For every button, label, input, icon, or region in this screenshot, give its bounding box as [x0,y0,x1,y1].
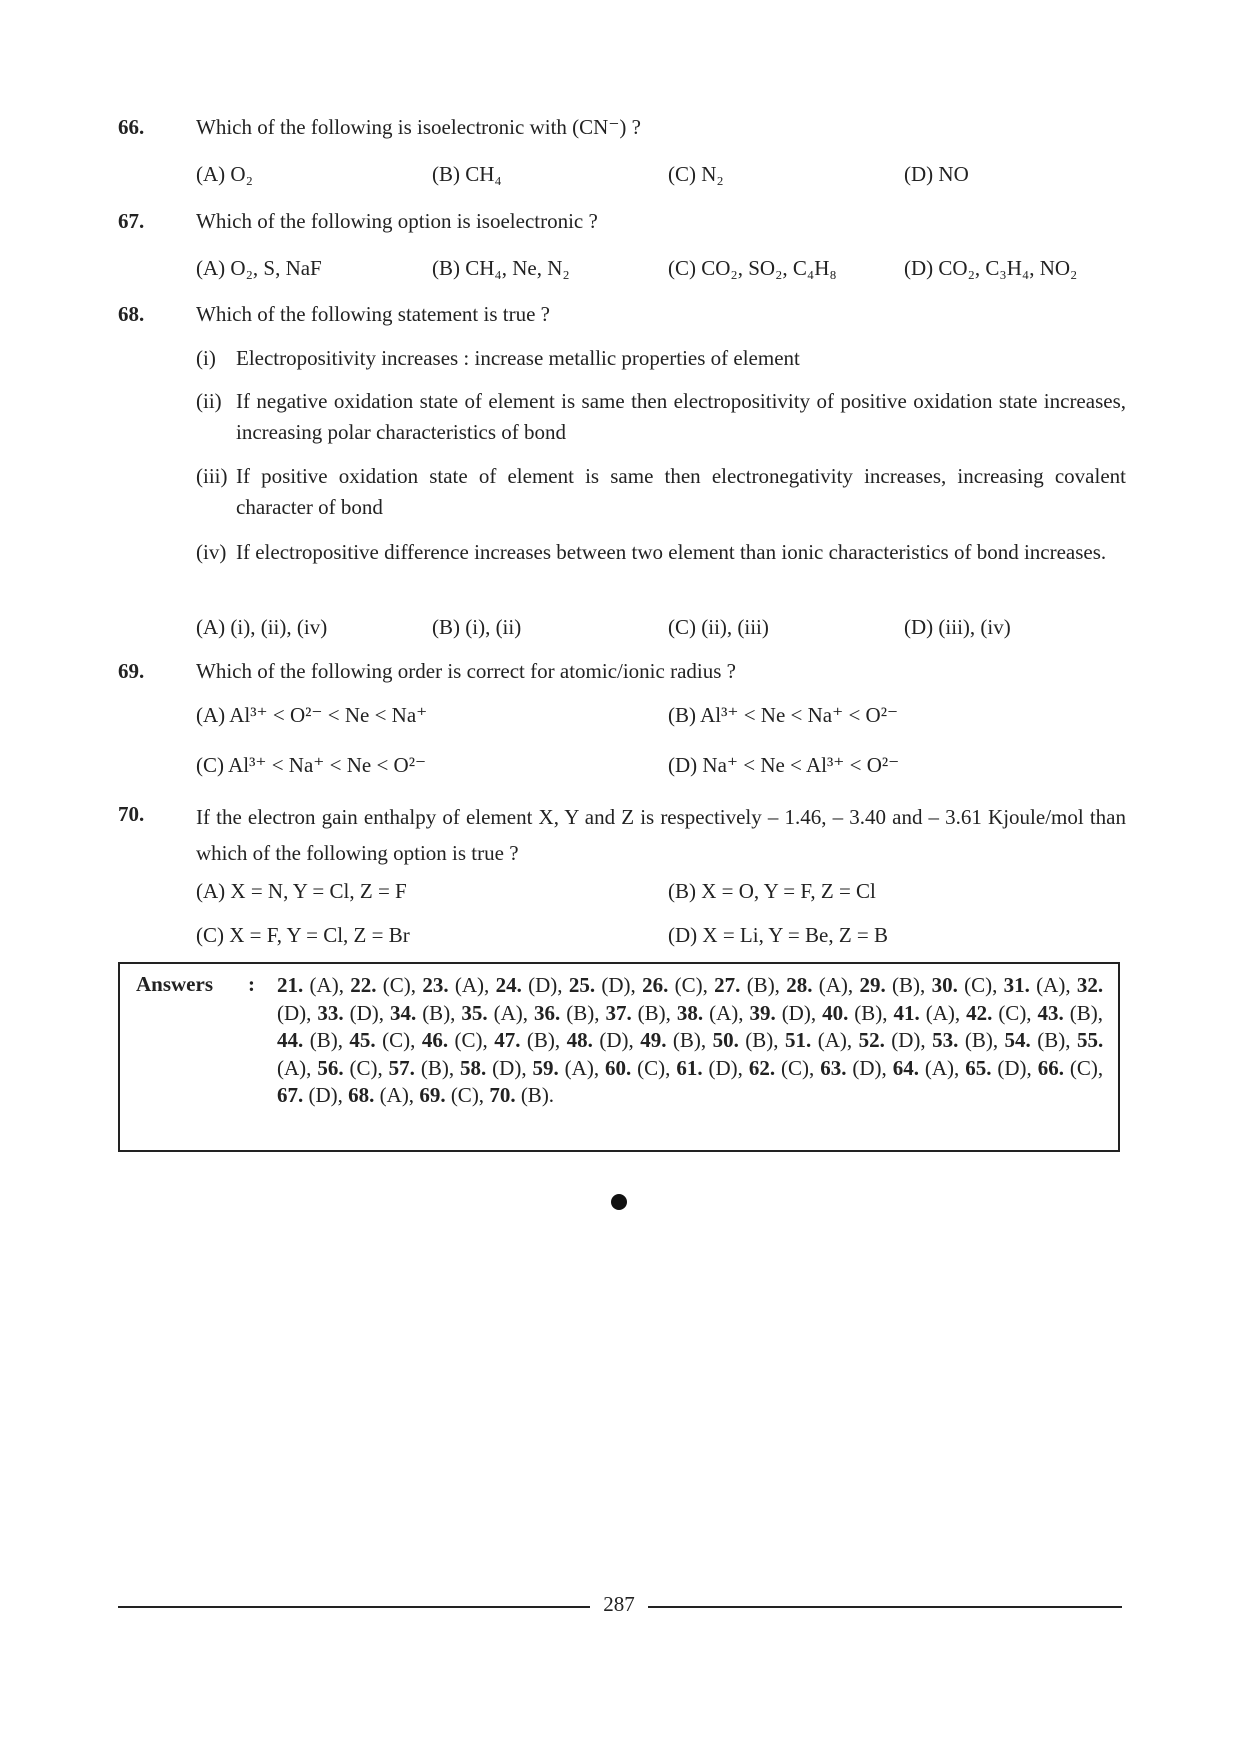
statement-label: (ii) [196,389,222,413]
answers-box [118,962,1120,1152]
answer-item [785,1028,852,1052]
option-d: (D) NO [904,162,969,186]
answer-value: (B), [303,1028,343,1052]
answer-number: 34. [389,1000,417,1025]
answer-number: 23. [422,973,449,997]
answer-value: (C), [376,973,417,997]
option-a: (A) O₂, S, NaF [196,256,322,280]
answer-item [677,1001,744,1025]
answer-number: 64. [892,1055,919,1080]
answer-item [932,973,998,997]
answer-number: 35. [461,1000,488,1025]
answer-item [713,1028,779,1052]
answer-item [422,973,489,997]
answer-item [932,1028,998,1052]
answer-value: (C), [992,1000,1032,1025]
answer-value: (A), [487,1000,529,1025]
answer-value: (D), [303,1083,343,1107]
question-number: 66. [118,115,145,139]
answer-number: 55. [1076,1028,1104,1052]
option-b: (B) (i), (ii) [432,615,522,639]
answer-item [422,1028,488,1052]
answer-item [349,1028,415,1052]
statement-text: If electropositive difference increases between two element than ionic characteristics of bond increases. [236,540,1107,564]
end-bullet [611,1194,627,1210]
answer-item [569,973,636,997]
answer-item [277,973,344,997]
answer-item [859,1028,926,1052]
answer-value: (B), [520,1028,561,1052]
statement-text: If negative oxidation state of element is same then electropositivity of positive oxidation state increases, increasing polar characteristics of bond [236,389,1126,444]
option-a: (A) X = N, Y = Cl, Z = F [196,879,407,903]
answer-value: (B). [515,1083,555,1107]
answer-number: 33. [317,1000,344,1025]
question-text: If the electron gain enthalpy of element X, Y and Z is respectively – 1.46, – 3.40 and – 3.61 Kjoule/mol than which of the following option is true ? [196,805,1126,865]
answer-value: (C), [448,1028,488,1052]
answer-value: (D), [702,1055,743,1080]
answer-item [893,1056,960,1080]
answer-number: 36. [534,1000,561,1025]
answer-item [965,1056,1032,1080]
answer-number: 32. [1076,973,1104,997]
option-b: (B) Al³⁺ < Ne < Na⁺ < O²⁻ [668,703,899,727]
option-c: (C) CO₂, SO₂, C₄H₈ [668,256,837,280]
options-66 [196,162,1136,194]
answer-number: 28. [786,973,813,997]
answer-number: 59. [532,1055,559,1080]
answer-value: (B), [848,1000,888,1025]
statement-label: (iv) [196,540,227,564]
options-70-row1 [196,879,1136,911]
option-b: (B) X = O, Y = F, Z = Cl [668,879,876,903]
answer-number: 70. [489,1083,516,1107]
answer-number: 27. [714,973,741,997]
statement-text: If positive oxidation state of element is same then electronegativity increases, increasing covalent character of bond [236,464,1126,519]
answer-value: (B), [738,1028,779,1052]
answer-item [348,1083,414,1107]
option-d: (D) Na⁺ < Ne < Al³⁺ < O²⁻ [668,753,900,777]
answer-value: (D), [343,1000,384,1025]
answer-item [350,973,416,997]
options-68 [196,615,1136,647]
answer-value: (C), [1063,1055,1104,1080]
answer-item [390,1001,455,1025]
option-c: (C) (ii), (iii) [668,615,769,639]
answer-value: (B), [885,973,926,997]
answer-value: (A), [811,1028,853,1052]
answer-number: 62. [748,1055,776,1080]
answer-number: 61. [676,1055,703,1080]
answer-item [605,1056,670,1080]
option-c: (C) N₂ [668,162,724,186]
option-a: (A) O₂ [196,162,253,186]
answer-number: 69. [419,1083,446,1107]
answer-number: 40. [822,1000,849,1025]
option-d: (D) X = Li, Y = Be, Z = B [668,923,889,947]
page-number: 287 [603,1592,635,1616]
answer-value: (A), [919,1000,961,1025]
answer-number: 41. [893,1000,920,1025]
option-d: (D) (iii), (iv) [904,615,1011,639]
answer-value: (A), [918,1055,960,1080]
answer-number: 25. [568,973,596,997]
answer-item [859,973,925,997]
answer-item [749,1001,816,1025]
answer-value: (A), [277,1055,312,1080]
answer-value: (A), [448,973,490,997]
answer-item [786,973,853,997]
answer-value: (D), [991,1055,1032,1080]
answer-item [389,1056,454,1080]
answer-item [966,1001,1031,1025]
option-d: (D) CO₂, C₃H₄, NO₂ [904,256,1078,280]
answer-number: 60. [605,1055,632,1080]
answer-item [460,1056,527,1080]
question-number: 67. [118,209,145,233]
statement-text: Electropositivity increases : increase metallic properties of element [236,346,800,370]
answer-value: (B), [416,1000,456,1025]
question-text: Which of the following statement is true ? [196,302,550,326]
question-text: Which of the following option is isoelectronic ? [196,209,598,233]
answer-value: (A), [812,973,854,997]
answer-item [277,1083,343,1107]
answer-number: 42. [966,1000,993,1025]
answer-value: (D), [486,1055,527,1080]
answer-number: 54. [1004,1028,1031,1052]
answer-item [1038,1001,1103,1025]
answer-item [496,973,563,997]
answer-item [676,1056,743,1080]
answer-number: 21. [277,973,304,997]
answer-value: (D), [884,1028,926,1052]
answer-value: (C), [343,1055,383,1080]
answer-value: (A), [374,1083,415,1107]
answer-item [533,1056,600,1080]
answer-value: (D), [277,1000,312,1025]
answer-item [1038,1056,1103,1080]
answer-value: (C), [775,1055,815,1080]
answer-value: (B), [958,1028,999,1052]
answer-item [894,1001,961,1025]
answer-number: 63. [820,1055,847,1080]
answer-value: (C), [668,973,708,997]
answers-list [277,972,1103,1110]
answer-number: 53. [932,1028,959,1052]
answer-value: (D), [846,1055,887,1080]
answer-number: 68. [348,1083,375,1107]
answer-number: 44. [277,1028,304,1052]
option-b: (B) CH₄, Ne, N₂ [432,256,570,280]
answer-item [1005,1028,1071,1052]
footer-rule-right [648,1606,1122,1608]
answer-value: (D), [595,973,636,997]
answer-item [317,1001,384,1025]
option-c: (C) Al³⁺ < Na⁺ < Ne < O²⁻ [196,753,427,777]
answer-value: (C), [957,973,998,997]
answer-item [494,1028,560,1052]
answer-number: 50. [712,1028,739,1052]
answer-value: (B), [414,1055,455,1080]
answer-item [822,1001,887,1025]
answer-item [642,973,708,997]
answers-label: Answers [136,972,213,996]
answer-number: 57. [388,1055,415,1080]
answer-number: 24. [495,973,522,997]
answer-number: 39. [749,1000,776,1025]
answer-number: 67. [277,1083,304,1107]
answer-value: (A), [703,1000,744,1025]
answer-value: (A), [303,973,344,997]
answer-item [1004,973,1071,997]
options-69-row2 [196,753,1136,785]
options-69-row1 [196,703,1136,735]
option-b: (B) CH₄ [432,162,502,186]
answer-value: (D), [521,973,563,997]
answer-number: 48. [566,1028,593,1052]
answer-item [277,1028,343,1052]
answer-item [317,1056,382,1080]
answer-number: 38. [676,1000,704,1025]
question-number: 70. [118,802,145,826]
answer-value: (C), [631,1055,671,1080]
statement-label: (i) [196,346,216,370]
answer-item [820,1056,887,1080]
answer-value: (B), [1063,1000,1103,1025]
answer-value: (B), [666,1028,707,1052]
answer-value: (C), [445,1083,485,1107]
option-a: (A) Al³⁺ < O²⁻ < Ne < Na⁺ [196,703,428,727]
answer-number: 37. [605,1000,632,1025]
option-a: (A) (i), (ii), (iv) [196,615,328,639]
answer-item [534,1001,599,1025]
answer-item [605,1001,670,1025]
answer-item [567,1028,634,1052]
answer-number: 56. [317,1055,344,1080]
answer-item [419,1083,484,1107]
question-text: Which of the following order is correct for atomic/ionic radius ? [196,659,736,683]
answer-number: 29. [859,973,886,997]
answer-value: (B), [740,973,780,997]
answer-number: 52. [858,1028,885,1052]
answer-number: 31. [1003,973,1030,997]
options-67 [196,256,1136,288]
answers-colon: : [248,972,255,996]
answer-value: (B), [560,1000,600,1025]
answer-item [640,1028,706,1052]
answer-item [489,1083,554,1107]
question-number: 69. [118,659,145,683]
answer-number: 58. [460,1055,487,1080]
answer-number: 45. [349,1028,376,1052]
answer-number: 65. [965,1055,992,1080]
answer-value: (D), [592,1028,634,1052]
question-number: 68. [118,302,145,326]
answer-number: 43. [1037,1000,1064,1025]
answer-number: 46. [421,1028,449,1052]
answer-item [749,1056,814,1080]
answer-value: (B), [1030,1028,1071,1052]
answer-value: (A), [558,1055,600,1080]
question-text: Which of the following is isoelectronic with (CN⁻) ? [196,115,641,139]
answer-number: 30. [931,973,958,997]
answer-value: (B), [631,1000,671,1025]
answer-value: (D), [775,1000,817,1025]
answer-number: 47. [494,1028,521,1052]
option-c: (C) X = F, Y = Cl, Z = Br [196,923,410,947]
footer-rule-left [118,1606,590,1608]
answer-number: 66. [1037,1055,1064,1080]
options-70-row2 [196,923,1136,955]
answer-value: (C), [375,1028,416,1052]
answer-value: (A), [1029,973,1071,997]
answer-number: 49. [640,1028,667,1052]
statement-label: (iii) [196,464,228,488]
answer-number: 51. [785,1028,812,1052]
answer-item [714,973,780,997]
answer-number: 26. [642,973,669,997]
answer-item [461,1001,528,1025]
answer-number: 22. [350,973,377,997]
